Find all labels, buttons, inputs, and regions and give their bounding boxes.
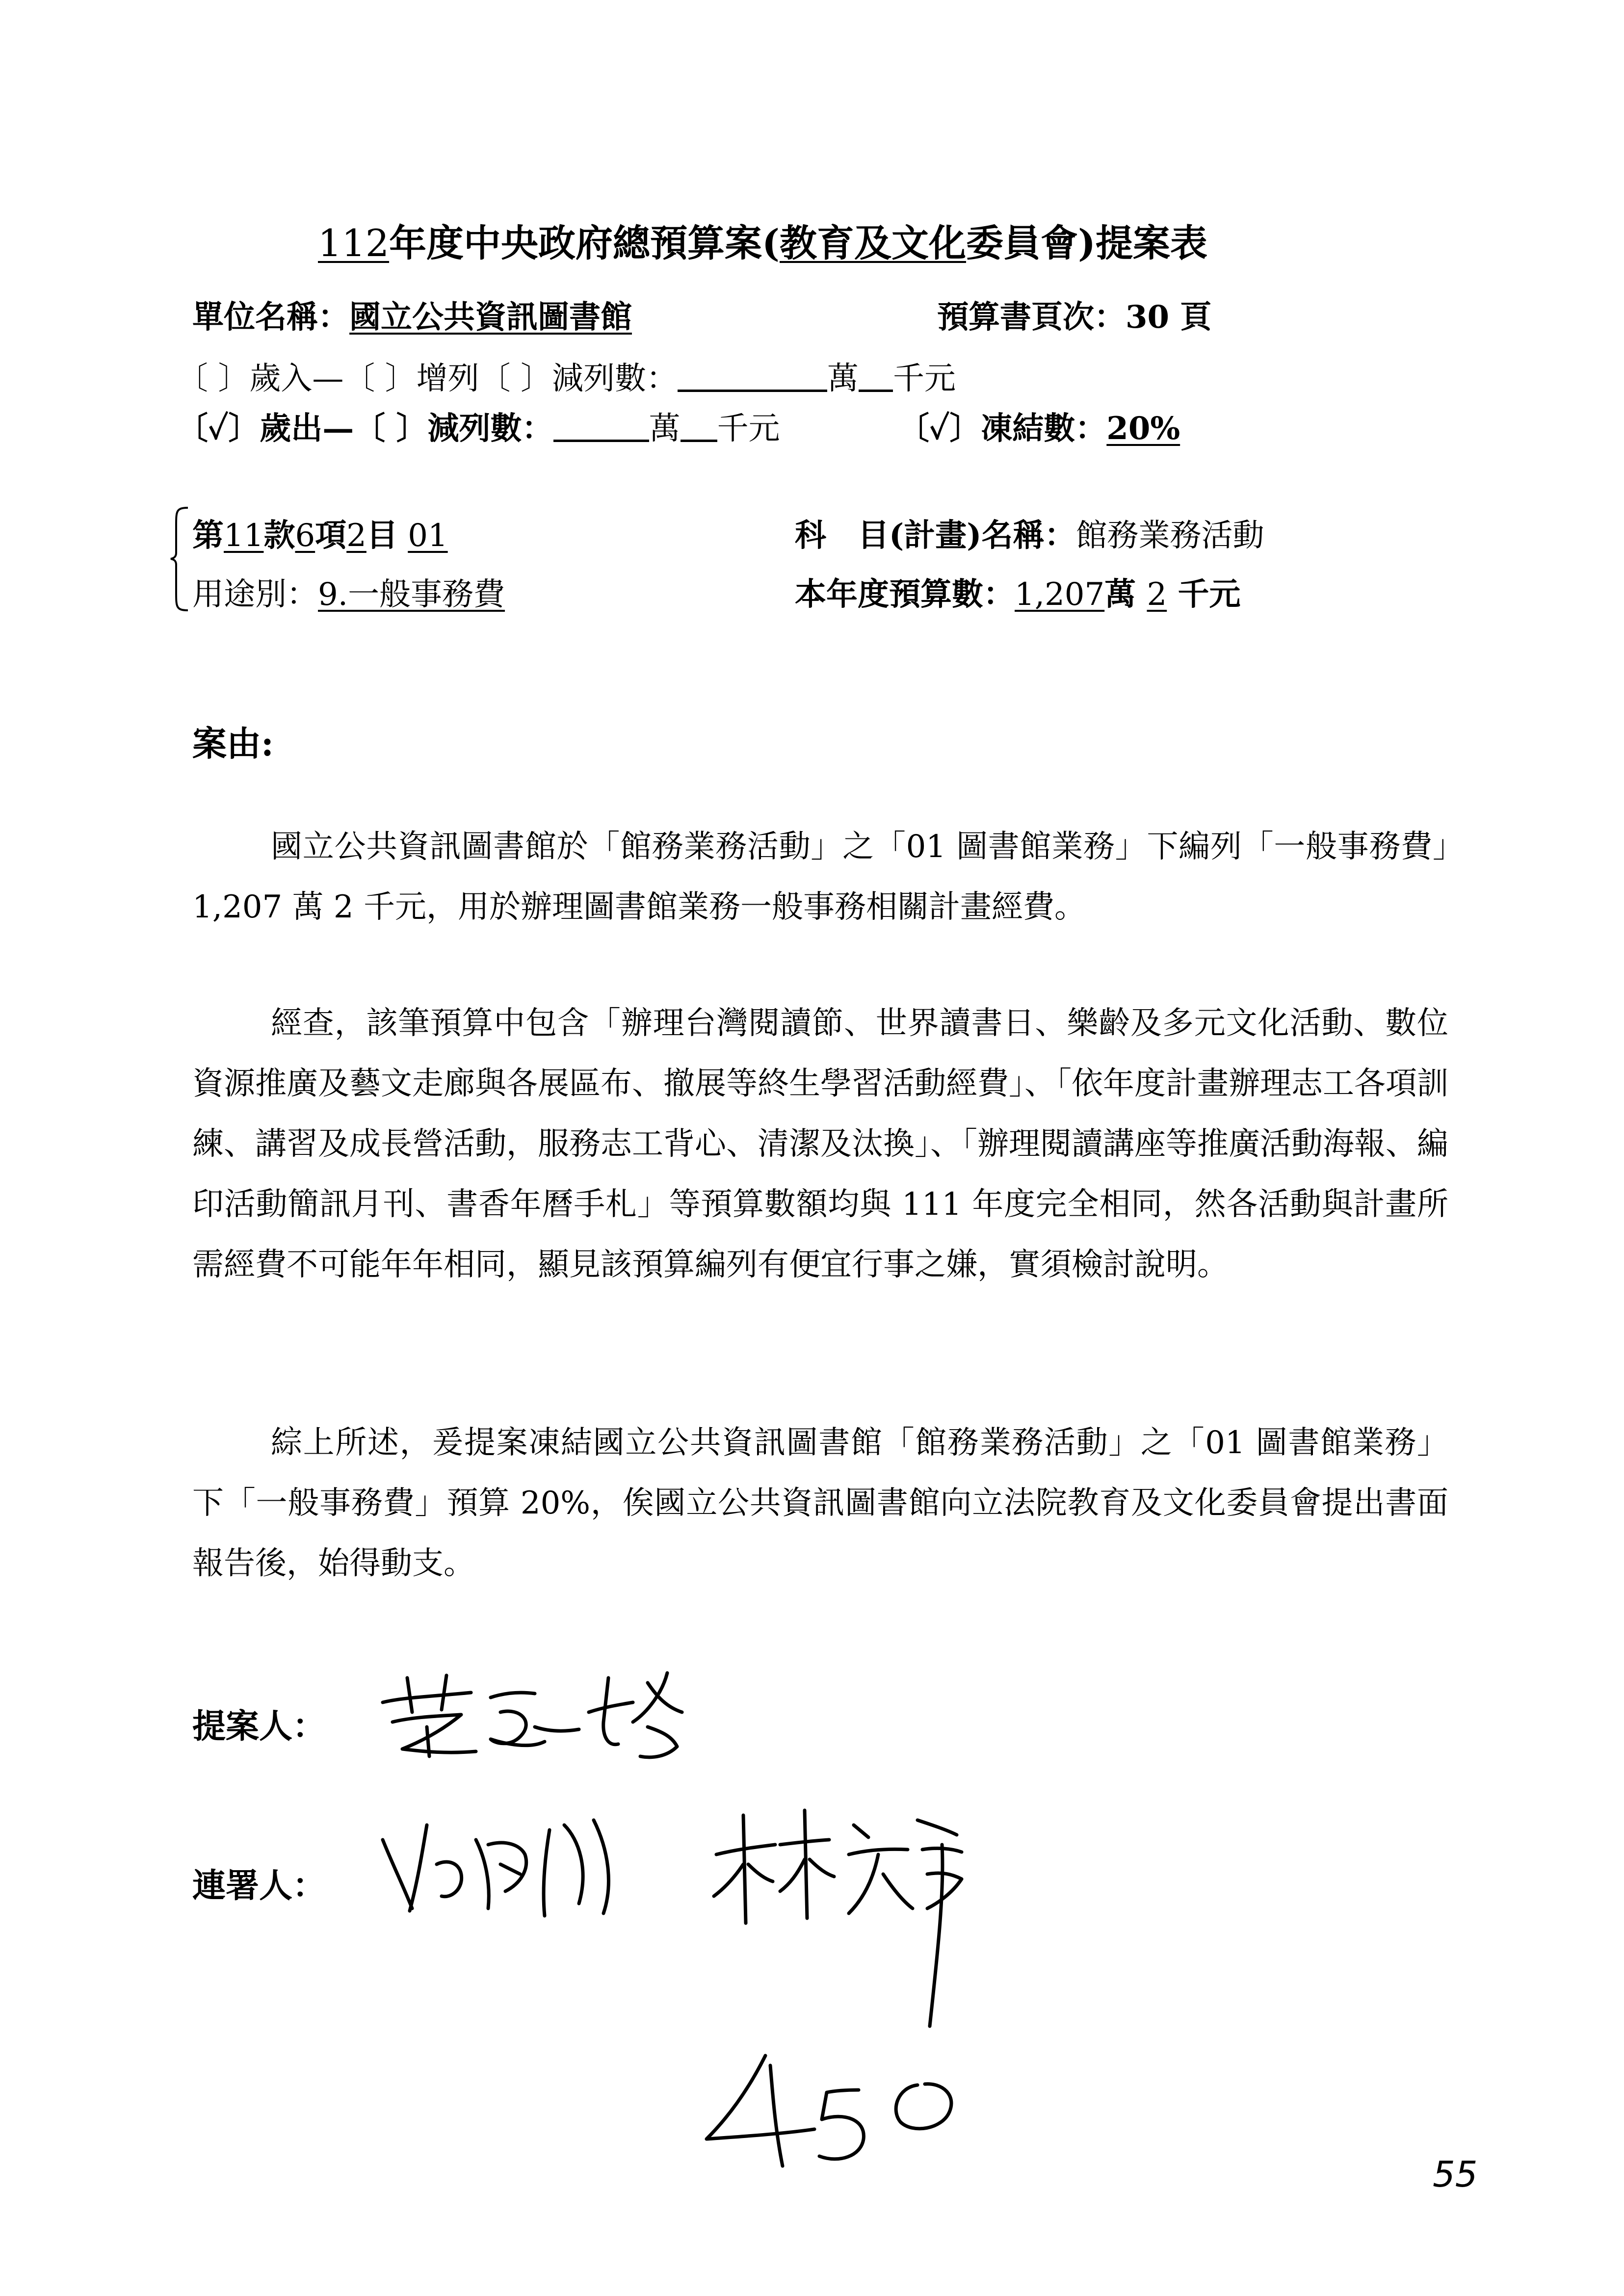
revenue-line xyxy=(177,353,956,398)
revenue-wan-label: 萬 xyxy=(827,361,859,397)
proposer-signature xyxy=(373,1658,716,1776)
expense-qian-label: 千元 xyxy=(717,411,780,447)
title-year: 112 xyxy=(318,221,390,265)
unit-name: 國立公共資訊圖書館 xyxy=(349,299,632,336)
kuan-number: 11 xyxy=(224,518,264,554)
left-brace xyxy=(169,506,189,612)
mu-number: 2 xyxy=(346,518,367,554)
use-row xyxy=(192,569,505,614)
annual-budget-wan-label: 萬 xyxy=(1104,576,1136,613)
revenue-qian-label: 千元 xyxy=(893,361,956,397)
page-number: 55 xyxy=(1433,2154,1478,2195)
paragraph-2-text: 經查，該筆預算中包含「辦理台灣閱讀節、世界讀書日、樂齡及多元文化活動、數位資源推廣及藝文走廊與各展區布、撤展等終生學習活動經費」、「依年度計畫辦理志工各項訓練、講習及成長營活動，服務志工背心、清潔及汰換」、「辦理閱讀講座等推廣活動海報、編印活動簡訊月刊、書香年曆手札」等預算數額均與 111 年度完全相同，然各活動與計畫所需經費不可能年年相同，顯見該預算編列有便宜行事之嫌，實須檢討說明。 xyxy=(192,1005,1448,1283)
subject-label: 科 目(計畫)名稱： xyxy=(795,517,1076,554)
revenue-qian-blank xyxy=(859,362,893,392)
cosigner-signature-2 xyxy=(707,1796,1001,2051)
expense-text: 〔✓〕歲出—〔 〕減列數： xyxy=(177,410,553,447)
title-committee: 教育及文化 xyxy=(780,221,967,265)
case-heading: 案由: xyxy=(192,723,274,764)
subject-row xyxy=(795,510,1264,555)
item-code-row xyxy=(192,510,448,555)
title-part-1: 年度中央政府總預算案( xyxy=(389,221,780,265)
paragraph-3 xyxy=(192,1413,1448,1594)
annual-budget-wan: 1,207 xyxy=(1015,576,1105,613)
revenue-text: 〔 〕歲入—〔 〕增列〔 〕減列數： xyxy=(177,361,678,397)
proposer-label: 提案人： xyxy=(192,1707,326,1746)
paragraph-2 xyxy=(192,993,1448,1295)
page-title xyxy=(318,213,1207,267)
freeze-label: 〔✓〕凍結數： xyxy=(898,410,1107,447)
expense-wan-label: 萬 xyxy=(649,411,681,447)
freeze-value: 20% xyxy=(1106,410,1180,447)
paragraph-3-text: 綜上所述，爰提案凍結國立公共資訊圖書館「館務業務活動」之「01 圖書館業務」下「一般事務費」預算 20%，俟國立公共資訊圖書館向立法院教育及文化委員會提出書面報告後，始得動支。 xyxy=(192,1425,1448,1582)
revenue-wan-blank xyxy=(678,362,827,392)
use-value: 9.一般事務費 xyxy=(318,576,505,613)
expense-wan-blank xyxy=(553,412,649,442)
annual-budget-label: 本年度預算數： xyxy=(795,576,1015,613)
kuan-prefix: 第 xyxy=(192,517,224,554)
unit-label: 單位名稱： xyxy=(192,299,349,336)
freeze-row xyxy=(898,403,1180,448)
jie-number: 01 xyxy=(408,518,448,554)
annual-budget-row xyxy=(795,569,1241,614)
handwritten-number-450 xyxy=(697,2046,971,2173)
title-part-2: 委員會)提案表 xyxy=(966,221,1207,265)
kuan-label: 款 xyxy=(263,517,295,554)
unit-row xyxy=(192,292,632,337)
mu-label: 目 xyxy=(366,517,398,554)
annual-budget-qian: 2 xyxy=(1147,576,1167,613)
subject-name: 館務業務活動 xyxy=(1075,518,1264,554)
expense-line xyxy=(177,403,780,448)
xiang-label: 項 xyxy=(315,517,347,554)
use-label: 用途別： xyxy=(192,576,318,613)
annual-budget-qian-label: 千元 xyxy=(1178,576,1241,613)
expense-qian-blank xyxy=(681,412,717,442)
cosigner-label: 連署人： xyxy=(192,1866,326,1905)
paragraph-1-text: 國立公共資訊圖書館於「館務業務活動」之「01 圖書館業務」下編列「一般事務費」1,207 萬 2 千元，用於辦理圖書館業務一般事務相關計畫經費。 xyxy=(192,829,1448,925)
paragraph-1 xyxy=(192,817,1448,938)
xiang-number: 6 xyxy=(295,518,315,554)
budget-page-label: 預算書頁次：30 頁 xyxy=(937,299,1212,336)
cosigner-signature-1 xyxy=(373,1810,648,1923)
